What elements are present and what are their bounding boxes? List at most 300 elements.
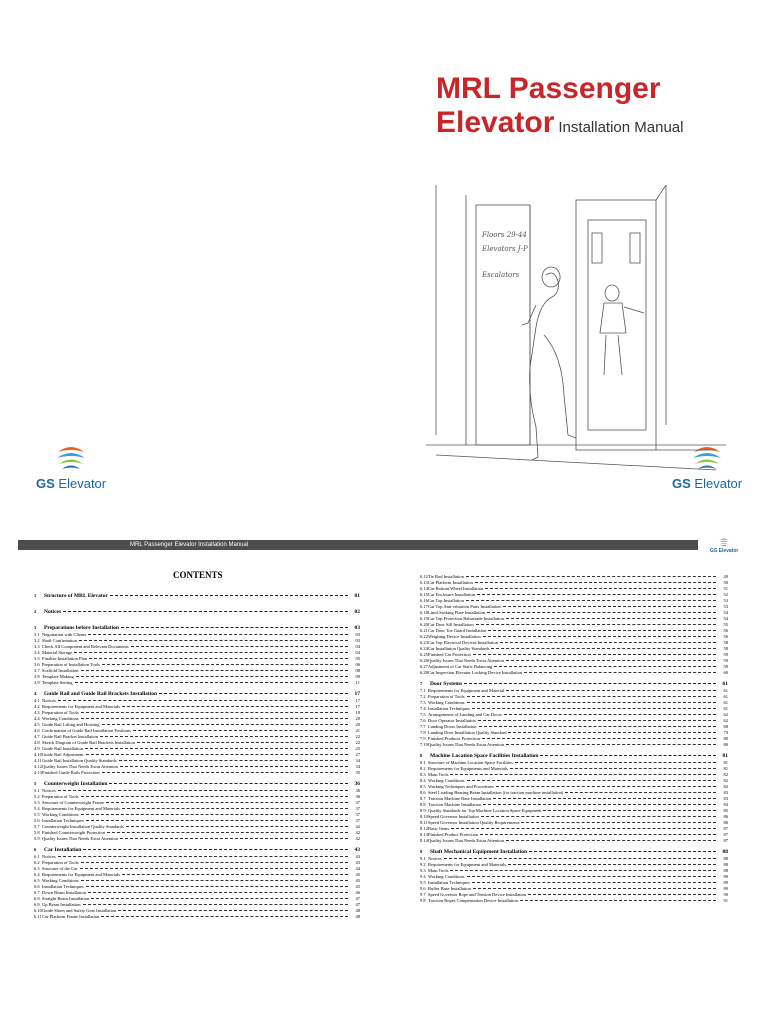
toc-number: 9.4 <box>420 874 426 879</box>
toc-page-number: 81 <box>723 766 728 771</box>
title-line2: Elevator <box>436 106 555 139</box>
toc-number: 5.6 <box>34 818 40 823</box>
toc-title: Car Door Sill Installation <box>428 622 474 627</box>
toc-title: Quality Standards for Top Machine Location Space Equipment <box>428 808 542 813</box>
toc-leader-dots <box>473 654 716 655</box>
toc-leader-dots <box>120 766 348 767</box>
toc-title: Traction Ropes Compensation Device Installation <box>428 898 518 903</box>
toc-page-number: 52 <box>723 592 728 597</box>
toc-number: 3.5 <box>34 656 40 661</box>
toc-leader-dots <box>479 726 717 727</box>
toc-number: 3.7 <box>34 668 40 673</box>
toc-page-number: 68 <box>723 724 728 729</box>
toc-leader-dots <box>475 582 716 583</box>
toc-number: 9.6 <box>420 886 426 891</box>
toc-leader-dots <box>58 856 348 857</box>
toc-number: 6.21 <box>420 628 428 633</box>
toc-page-number: 48 <box>355 908 360 913</box>
toc-page-number: 61 <box>723 688 728 693</box>
toc-leader-dots <box>126 826 348 827</box>
toc-leader-dots <box>515 762 716 763</box>
toc-leader-dots <box>483 636 716 637</box>
toc-page-number: 06 <box>355 662 360 667</box>
toc-leader-dots <box>133 730 348 731</box>
toc-leader-dots <box>528 894 716 895</box>
sign-elevators: Elevators J-P <box>482 245 528 253</box>
toc-leader-dots <box>467 876 716 877</box>
toc-title: Car Bottom Wheel Installation <box>428 586 484 591</box>
toc-leader-dots <box>83 904 349 905</box>
toc-leader-dots <box>81 880 348 881</box>
toc-number: 9.2 <box>420 862 426 867</box>
toc-page-number: 21 <box>355 728 360 733</box>
toc-number: 7.4 <box>420 706 426 711</box>
toc-leader-dots <box>81 862 348 863</box>
toc-title: Finished Product Protection <box>428 832 479 837</box>
toc-section-row[interactable] <box>420 847 728 856</box>
toc-leader-dots <box>510 768 716 769</box>
toc-page-number: 90 <box>723 892 728 897</box>
toc-leader-dots <box>467 780 716 781</box>
toc-number: 5.3 <box>34 800 40 805</box>
toc-page-number: 55 <box>723 622 728 627</box>
toc-page-number: 47 <box>355 902 360 907</box>
toc-title: Car Top Anti-vibration Parts Installation <box>428 604 501 609</box>
toc-page-number: 25 <box>355 746 360 751</box>
toc-leader-dots <box>476 624 716 625</box>
toc-title: Finished Products Protection <box>428 736 480 741</box>
toc-title: Working Conditions <box>42 716 79 721</box>
toc-leader-dots <box>122 874 348 875</box>
toc-page-number: 03 <box>355 632 360 637</box>
toc-number: 9.1 <box>420 856 426 861</box>
toc-leader-dots <box>508 864 716 865</box>
toc-leader-dots <box>81 712 348 713</box>
toc-left-column <box>34 588 360 920</box>
toc-title: Tie Rod Installation <box>428 574 464 579</box>
toc-entry-row[interactable] <box>420 838 728 844</box>
toc-entry-row[interactable] <box>34 914 360 920</box>
toc-leader-dots <box>529 851 716 852</box>
toc-leader-dots <box>86 820 348 821</box>
toc-number: 9.3 <box>420 868 426 873</box>
toc-leader-dots <box>472 708 716 709</box>
toc-title: Structure of Machine Location Space Facilities <box>428 760 513 765</box>
toc-number: 4.6 <box>34 728 40 733</box>
gs-logo-icon <box>54 440 88 474</box>
toc-page-number: 61 <box>722 681 728 687</box>
toc-page-number: 85 <box>723 808 728 813</box>
toc-leader-dots <box>483 804 716 805</box>
toc-leader-dots <box>122 706 348 707</box>
toc-page-number: 03 <box>354 625 360 631</box>
brand-gs: GS <box>672 476 691 491</box>
toc-entry-row[interactable] <box>34 680 360 686</box>
toc-page-number: 61 <box>723 700 728 705</box>
toc-number: 8.11 <box>420 820 428 825</box>
toc-leader-dots <box>159 693 348 694</box>
toc-page-number: 36 <box>354 781 360 787</box>
toc-title: Finished Guide Rails Protection <box>42 770 100 775</box>
toc-leader-dots <box>500 642 716 643</box>
toc-page-number: 18 <box>355 710 360 715</box>
toc-page-number: 89 <box>723 874 728 879</box>
toc-page-number: 36 <box>355 788 360 793</box>
toc-page-number: 27 <box>355 752 360 757</box>
toc-entry-row[interactable] <box>34 836 360 842</box>
toc-title: Notices <box>42 854 56 859</box>
toc-page-number: 04 <box>355 650 360 655</box>
toc-number: 3 <box>34 625 37 630</box>
toc-number: 6.3 <box>34 866 40 871</box>
toc-number: 6.27 <box>420 664 428 669</box>
toc-title: Guide Rail Lifting and Hoisting <box>42 722 100 727</box>
toc-page-number: 81 <box>722 753 728 759</box>
toc-number: 6.12 <box>420 574 428 579</box>
toc-title: Sketch Diagram of Guide Rail Brackets Installation <box>42 740 135 745</box>
toc-title: Guide Rail Installation <box>42 746 83 751</box>
toc-title: Notices <box>428 856 442 861</box>
toc-number: 8.2 <box>420 766 426 771</box>
toc-leader-dots <box>119 760 349 761</box>
toc-title: Preparation of Tools <box>42 794 79 799</box>
toc-title: Counterweight Installation Quality Standards <box>42 824 124 829</box>
toc-page-number: 11 <box>355 680 360 685</box>
toc-number: 6.20 <box>420 622 428 627</box>
toc-leader-dots <box>477 594 716 595</box>
toc-leader-dots <box>521 822 716 823</box>
toc-title: Arrangements of Landing and Car Doors <box>428 712 502 717</box>
toc-leader-dots <box>107 832 348 833</box>
toc-number: 3.1 <box>34 632 40 637</box>
toc-entry-row[interactable] <box>420 898 728 904</box>
toc-number: 9 <box>420 849 423 854</box>
toc-number: 4 <box>34 691 37 696</box>
toc-number: 4.3 <box>34 710 40 715</box>
toc-page-number: 87 <box>723 838 728 843</box>
toc-number: 8.12 <box>420 826 428 831</box>
toc-number: 8.8 <box>420 802 426 807</box>
toc-leader-dots <box>100 736 348 737</box>
toc-title: Confirmation of Guide Rail Installation Positions <box>42 728 131 733</box>
toc-title: Preparations before Installation <box>44 625 119 631</box>
toc-number: 6.6 <box>34 884 40 889</box>
toc-section-row[interactable] <box>34 607 360 616</box>
toc-number: 2 <box>34 609 37 614</box>
toc-page-number: 42 <box>355 824 360 829</box>
toc-title: Machine Location Space Facilities Installation <box>430 753 539 759</box>
toc-title: Requirements for Equipments and Materials <box>428 766 508 771</box>
toc-number: 7.7 <box>420 724 426 729</box>
toc-leader-dots <box>81 796 348 797</box>
toc-title: Notices <box>44 609 62 615</box>
toc-number: 6.24 <box>420 646 428 651</box>
toc-title: Steel Loading Bearing Beam Installation (for traction machine installation) <box>428 790 564 795</box>
toc-leader-dots <box>81 814 348 815</box>
toc-entry-row[interactable] <box>34 770 360 776</box>
toc-page-number: 08 <box>355 668 360 673</box>
toc-number: 6.8 <box>34 896 40 901</box>
toc-title: Template Making <box>42 674 74 679</box>
toc-page-number: 45 <box>355 872 360 877</box>
toc-number: 6.11 <box>34 914 42 919</box>
toc-title: Guide Shoes and Safety Gear Installation <box>42 908 117 913</box>
toc-page-number: 62 <box>723 712 728 717</box>
toc-page-number: 56 <box>723 634 728 639</box>
cover-title <box>436 72 683 145</box>
toc-leader-dots <box>85 748 348 749</box>
toc-title: Preparation of Tools <box>428 694 465 699</box>
toc-leader-dots <box>485 588 716 589</box>
toc-page-number: 34 <box>355 764 360 769</box>
toc-number: 6.15 <box>420 592 428 597</box>
sign-escalators: Escalators <box>482 271 520 279</box>
toc-number: 4.7 <box>34 734 40 739</box>
toc-leader-dots <box>121 627 348 628</box>
toc-leader-dots <box>109 783 348 784</box>
toc-title: Main Tools <box>428 868 449 873</box>
toc-title: Up Beam Installation <box>42 902 81 907</box>
toc-number: 1 <box>34 593 37 598</box>
toc-title: Negotiation with Clients <box>42 632 87 637</box>
toc-title: Notices <box>42 788 56 793</box>
toc-leader-dots <box>467 702 716 703</box>
toc-title: Working Conditions <box>42 812 79 817</box>
toc-number: 7.9 <box>420 736 426 741</box>
toc-page-number: 88 <box>722 849 728 855</box>
toc-number: 6.25 <box>420 652 428 657</box>
contents-heading: CONTENTS <box>173 570 223 580</box>
toc-title: Working Techniques and Procedures <box>428 784 494 789</box>
toc-number: 3.3 <box>34 644 40 649</box>
toc-number: 6.13 <box>420 580 428 585</box>
toc-page-number: 59 <box>723 664 728 669</box>
toc-leader-dots <box>110 595 348 596</box>
toc-title: Traction Machine Installation <box>428 802 482 807</box>
toc-page-number: 09 <box>355 674 360 679</box>
toc-page-number: 37 <box>355 818 360 823</box>
toc-title: Car Enclosure Installation <box>428 592 475 597</box>
toc-leader-dots <box>81 718 348 719</box>
toc-leader-dots <box>88 634 348 635</box>
toc-page-number: 86 <box>723 814 728 819</box>
page-separator <box>0 508 768 526</box>
toc-page-number: 04 <box>355 644 360 649</box>
toc-number: 6.14 <box>420 586 428 591</box>
toc-title: Door Systems <box>430 681 463 687</box>
toc-number: 8.9 <box>420 808 426 813</box>
toc-number: 8.6 <box>420 790 426 795</box>
toc-number: 6.16 <box>420 598 428 603</box>
toc-leader-dots <box>75 682 348 683</box>
toc-page-number: 86 <box>723 820 728 825</box>
toc-leader-dots <box>80 868 348 869</box>
toc-page-number: 54 <box>723 616 728 621</box>
toc-title: Limit Striking Plate Installation <box>428 610 486 615</box>
title-line1: MRL Passenger <box>436 72 661 105</box>
toc-page-number: 84 <box>723 802 728 807</box>
toc-page-number: 20 <box>355 716 360 721</box>
toc-page-number: 88 <box>723 856 728 861</box>
brand-gs: GS <box>36 476 55 491</box>
toc-leader-dots <box>503 606 716 607</box>
toc-page-number: 02 <box>354 609 360 615</box>
toc-number: 7.1 <box>420 688 426 693</box>
toc-section-row[interactable] <box>34 845 360 854</box>
toc-page-number: 44 <box>355 866 360 871</box>
toc-number: 3.6 <box>34 662 40 667</box>
toc-title: Quality Issues That Needs Extra Attention <box>428 658 505 663</box>
toc-title: Car Installation <box>44 847 82 853</box>
toc-page-number: 89 <box>723 880 728 885</box>
toc-leader-dots <box>102 724 349 725</box>
toc-number: 6 <box>34 847 37 852</box>
toc-title: Working Conditions <box>428 778 465 783</box>
toc-leader-dots <box>118 910 348 911</box>
toc-number: 8.7 <box>420 796 426 801</box>
toc-leader-dots <box>472 882 716 883</box>
toc-leader-dots <box>464 683 716 684</box>
toc-leader-dots <box>491 648 716 649</box>
toc-title: Guide Rail Bracket Installation <box>42 734 99 739</box>
toc-page-number: 17 <box>355 698 360 703</box>
toc-page-number: 17 <box>355 704 360 709</box>
toc-number: 4.5 <box>34 722 40 727</box>
toc-title: Traction Machine Base Installation <box>428 796 492 801</box>
toc-number: 4.9 <box>34 746 40 751</box>
toc-leader-dots <box>520 900 716 901</box>
toc-title: Requirements for Equipment and Material <box>428 688 505 693</box>
toc-leader-dots <box>86 754 349 755</box>
toc-page-number: 61 <box>723 694 728 699</box>
toc-title: Quality Issues That Needs Extra Attention <box>42 764 119 769</box>
toc-entry-row[interactable] <box>420 670 728 676</box>
toc-section-row[interactable] <box>420 679 728 688</box>
toc-page-number: 89 <box>723 886 728 891</box>
toc-number: 4.2 <box>34 704 40 709</box>
toc-number: 6.19 <box>420 616 428 621</box>
toc-leader-dots <box>481 816 716 817</box>
toc-page-number: 42 <box>355 830 360 835</box>
toc-entry-row[interactable] <box>420 742 728 748</box>
toc-title: Car Door Toe Guard Installation <box>428 628 487 633</box>
toc-number: 8.10 <box>420 814 428 819</box>
toc-number: 6.18 <box>420 610 428 615</box>
toc-page-number: 83 <box>723 796 728 801</box>
toc-title: Guide Rail Adjustment <box>42 752 84 757</box>
toc-section-row[interactable] <box>34 623 360 632</box>
toc-title: Down Beam Installation <box>42 890 86 895</box>
header-brand: GS Elevator <box>710 548 739 554</box>
toc-number: 4.1 <box>34 698 40 703</box>
toc-page-number: 87 <box>723 826 728 831</box>
toc-page-number: 37 <box>355 812 360 817</box>
toc-number: 3.9 <box>34 680 40 685</box>
toc-page-number: 22 <box>355 740 360 745</box>
toc-number: 6.10 <box>34 908 42 913</box>
toc-page-number: 05 <box>355 656 360 661</box>
toc-title: Counterweight Installation <box>44 781 108 787</box>
toc-title: Straight Beam Installation <box>42 896 90 901</box>
toc-leader-dots <box>493 798 716 799</box>
toc-page-number: 37 <box>355 800 360 805</box>
toc-page-number: 91 <box>723 898 728 903</box>
toc-title: Quality Issues That Needs Extra Attention <box>428 838 505 843</box>
toc-page-number: 36 <box>355 794 360 799</box>
toc-leader-dots <box>120 838 348 839</box>
toc-title: Working Conditions <box>42 878 79 883</box>
header-bar <box>18 540 698 550</box>
toc-title: Adjustment of Car Static Balancing <box>428 664 493 669</box>
toc-number: 7.5 <box>420 712 426 717</box>
toc-page-number: 43 <box>355 854 360 859</box>
toc-number: 5.5 <box>34 812 40 817</box>
toc-page-number: 62 <box>723 718 728 723</box>
toc-page-number: 20 <box>355 722 360 727</box>
toc-title: Finalize Installation Plan <box>42 656 87 661</box>
toc-number: 4.10 <box>34 752 42 757</box>
toc-page-number: 34 <box>355 758 360 763</box>
toc-number: 6.9 <box>34 902 40 907</box>
toc-title: Quality Issues That Needs Extra Attention <box>428 742 505 747</box>
toc-leader-dots <box>63 611 348 612</box>
toc-number: 8.5 <box>420 784 426 789</box>
toc-title: Landing Door Installation Quality Standard <box>428 730 507 735</box>
toc-leader-dots <box>450 870 716 871</box>
toc-title: Car Platform Installation <box>428 580 473 585</box>
toc-title: Speed Governor Rope and Tension Device Installation <box>428 892 527 897</box>
cover-page <box>0 0 768 508</box>
toc-section-row[interactable] <box>34 689 360 698</box>
toc-page-number: 53 <box>723 598 728 603</box>
toc-page-number: 47 <box>355 896 360 901</box>
header-logo <box>710 536 738 554</box>
toc-section-row[interactable] <box>420 751 728 760</box>
toc-title: Car Top Protection Balustrade Installation <box>428 616 504 621</box>
toc-page-number: 51 <box>723 586 728 591</box>
toc-page-number: 45 <box>355 884 360 889</box>
toc-title: Landing Doors Installation <box>428 724 477 729</box>
toc-page-number: 88 <box>723 868 728 873</box>
toc-number: 3.2 <box>34 638 40 643</box>
toc-number: 5.7 <box>34 824 40 829</box>
toc-leader-dots <box>506 618 716 619</box>
toc-leader-dots <box>74 652 348 653</box>
toc-leader-dots <box>482 738 716 739</box>
toc-leader-dots <box>543 810 716 811</box>
toc-section-row[interactable] <box>34 591 360 600</box>
toc-number: 7.3 <box>420 700 426 705</box>
toc-page-number: 50 <box>723 580 728 585</box>
toc-title: Shaft Mechanical Equipment Installation <box>430 849 528 855</box>
toc-title: Template Setting <box>42 680 73 685</box>
toc-number: 6.22 <box>420 634 428 639</box>
toc-title: Guide Rail and Guide Rail Brackets Installation <box>44 691 158 697</box>
toc-title: Quality Issues That Needs Extra Attention <box>42 836 119 841</box>
toc-leader-dots <box>565 792 716 793</box>
toc-number: 4.13 <box>34 770 42 775</box>
toc-leader-dots <box>450 774 716 775</box>
toc-number: 9.8 <box>420 898 426 903</box>
toc-leader-dots <box>540 755 716 756</box>
toc-page-number: 43 <box>354 847 360 853</box>
toc-number: 3.8 <box>34 674 40 679</box>
toc-title: Finished Counterweight Protection <box>42 830 105 835</box>
toc-number: 3.4 <box>34 650 40 655</box>
toc-section-row[interactable] <box>34 779 360 788</box>
toc-page-number: 48 <box>355 914 360 919</box>
toc-leader-dots <box>131 646 348 647</box>
